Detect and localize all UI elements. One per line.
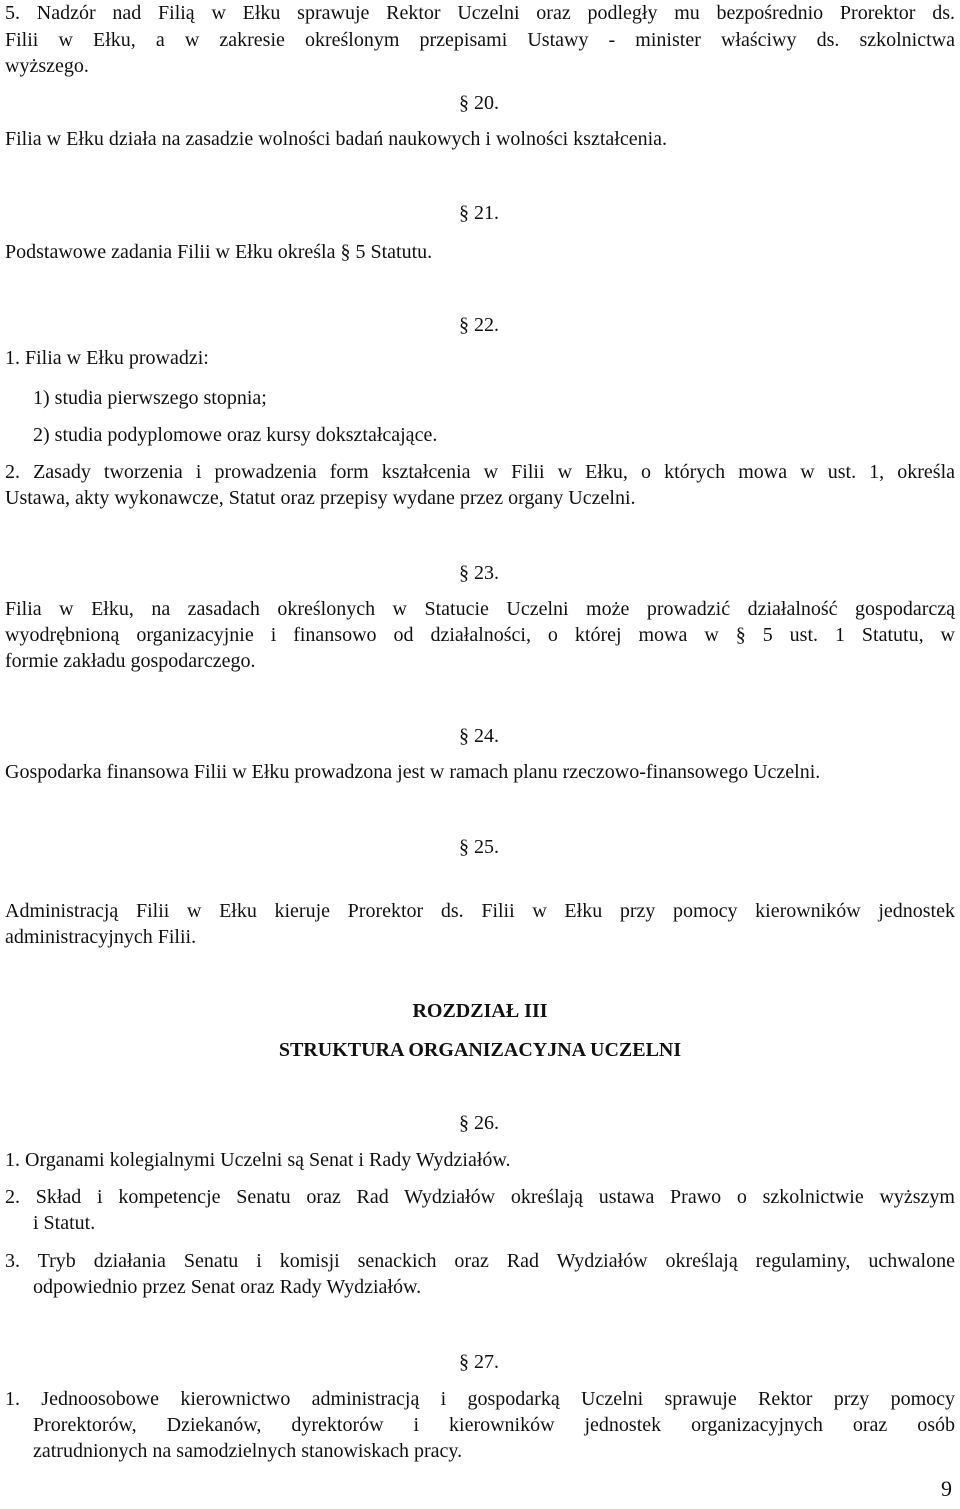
section-24-text: Gospodarka finansowa Filii w Ełku prowadzona jest w ramach planu rzeczowo-finansowego Uczelni. — [5, 761, 821, 783]
section-26-point-3-line-2: odpowiednio przez Senat oraz Rady Wydziałów. — [33, 1276, 422, 1298]
section-27-line-3: zatrudnionych na samodzielnych stanowiskach pracy. — [33, 1440, 463, 1462]
section-26-point-2-line-1: 2. Skład i kompetencje Senatu oraz Rad Wydziałów określają ustawa Prawo o szkolnictwie wyższym — [5, 1186, 955, 1208]
section-25-number: § 25. — [459, 836, 499, 858]
section-26-point-3-line-1: 3. Tryb działania Senatu i komisji senackich oraz Rad Wydziałów określają regulaminy, uchwalone — [5, 1250, 955, 1272]
section-22-number: § 22. — [459, 314, 499, 336]
section-22-point-2-line-2: Ustawa, akty wykonawcze, Statut oraz przepisy wydane przez organy Uczelni. — [5, 487, 636, 509]
section-24-number: § 24. — [459, 725, 499, 747]
paragraph-5-line-1: 5. Nadzór nad Filią w Ełku sprawuje Rektor Uczelni oraz podległy mu bezpośrednio Prorektor ds. — [5, 2, 955, 24]
section-23-number: § 23. — [459, 562, 499, 584]
section-23-line-2: wyodrębnioną organizacyjnie i finansowo od działalności, o której mowa w § 5 ust. 1 Statutu, w — [5, 624, 955, 646]
section-26-number: § 26. — [459, 1112, 499, 1134]
section-27-line-1: 1. Jednoosobowe kierownictwo administracją i gospodarką Uczelni sprawuje Rektor przy pomocy — [5, 1388, 955, 1410]
section-22-item-2: 2) studia podyplomowe oraz kursy dokształcające. — [33, 424, 438, 446]
section-25-line-2: administracyjnych Filii. — [5, 926, 197, 948]
section-27-line-2: Prorektorów, Dziekanów, dyrektorów i kierowników jednostek organizacyjnych oraz osób — [33, 1414, 955, 1436]
section-27-number: § 27. — [459, 1351, 499, 1373]
section-23-line-1: Filia w Ełku, na zasadach określonych w Statucie Uczelni może prowadzić działalność gospodarczą — [5, 598, 955, 620]
paragraph-5-line-3: wyższego. — [5, 55, 89, 77]
chapter-subtitle: STRUKTURA ORGANIZACYJNA UCZELNI — [278, 1039, 682, 1061]
section-26-point-2-line-2: i Statut. — [33, 1212, 96, 1234]
section-20-text: Filia w Ełku działa na zasadzie wolności badań naukowych i wolności kształcenia. — [5, 128, 668, 150]
page-number: 9 — [941, 1476, 952, 1501]
section-25-line-1: Administracją Filii w Ełku kieruje Prorektor ds. Filii w Ełku przy pomocy kierowników jednostek — [5, 900, 955, 922]
paragraph-5-line-2: Filii w Ełku, a w zakresie określonym przepisami Ustawy - minister właściwy ds. szkolnictwa — [5, 29, 955, 51]
section-21-number: § 21. — [459, 202, 499, 224]
section-22-item-1: 1) studia pierwszego stopnia; — [33, 387, 267, 409]
section-20-number: § 20. — [459, 92, 499, 114]
section-22-point-1: 1. Filia w Ełku prowadzi: — [5, 347, 209, 369]
section-22-point-2-line-1: 2. Zasady tworzenia i prowadzenia form kształcenia w Filii w Ełku, o których mowa w ust. 1, określa — [5, 461, 955, 483]
chapter-title: ROZDZIAŁ III — [412, 1000, 548, 1022]
section-23-line-3: formie zakładu gospodarczego. — [5, 650, 256, 672]
section-26-point-1: 1. Organami kolegialnymi Uczelni są Senat i Rady Wydziałów. — [5, 1149, 511, 1171]
section-21-text: Podstawowe zadania Filii w Ełku określa § 5 Statutu. — [5, 241, 433, 263]
